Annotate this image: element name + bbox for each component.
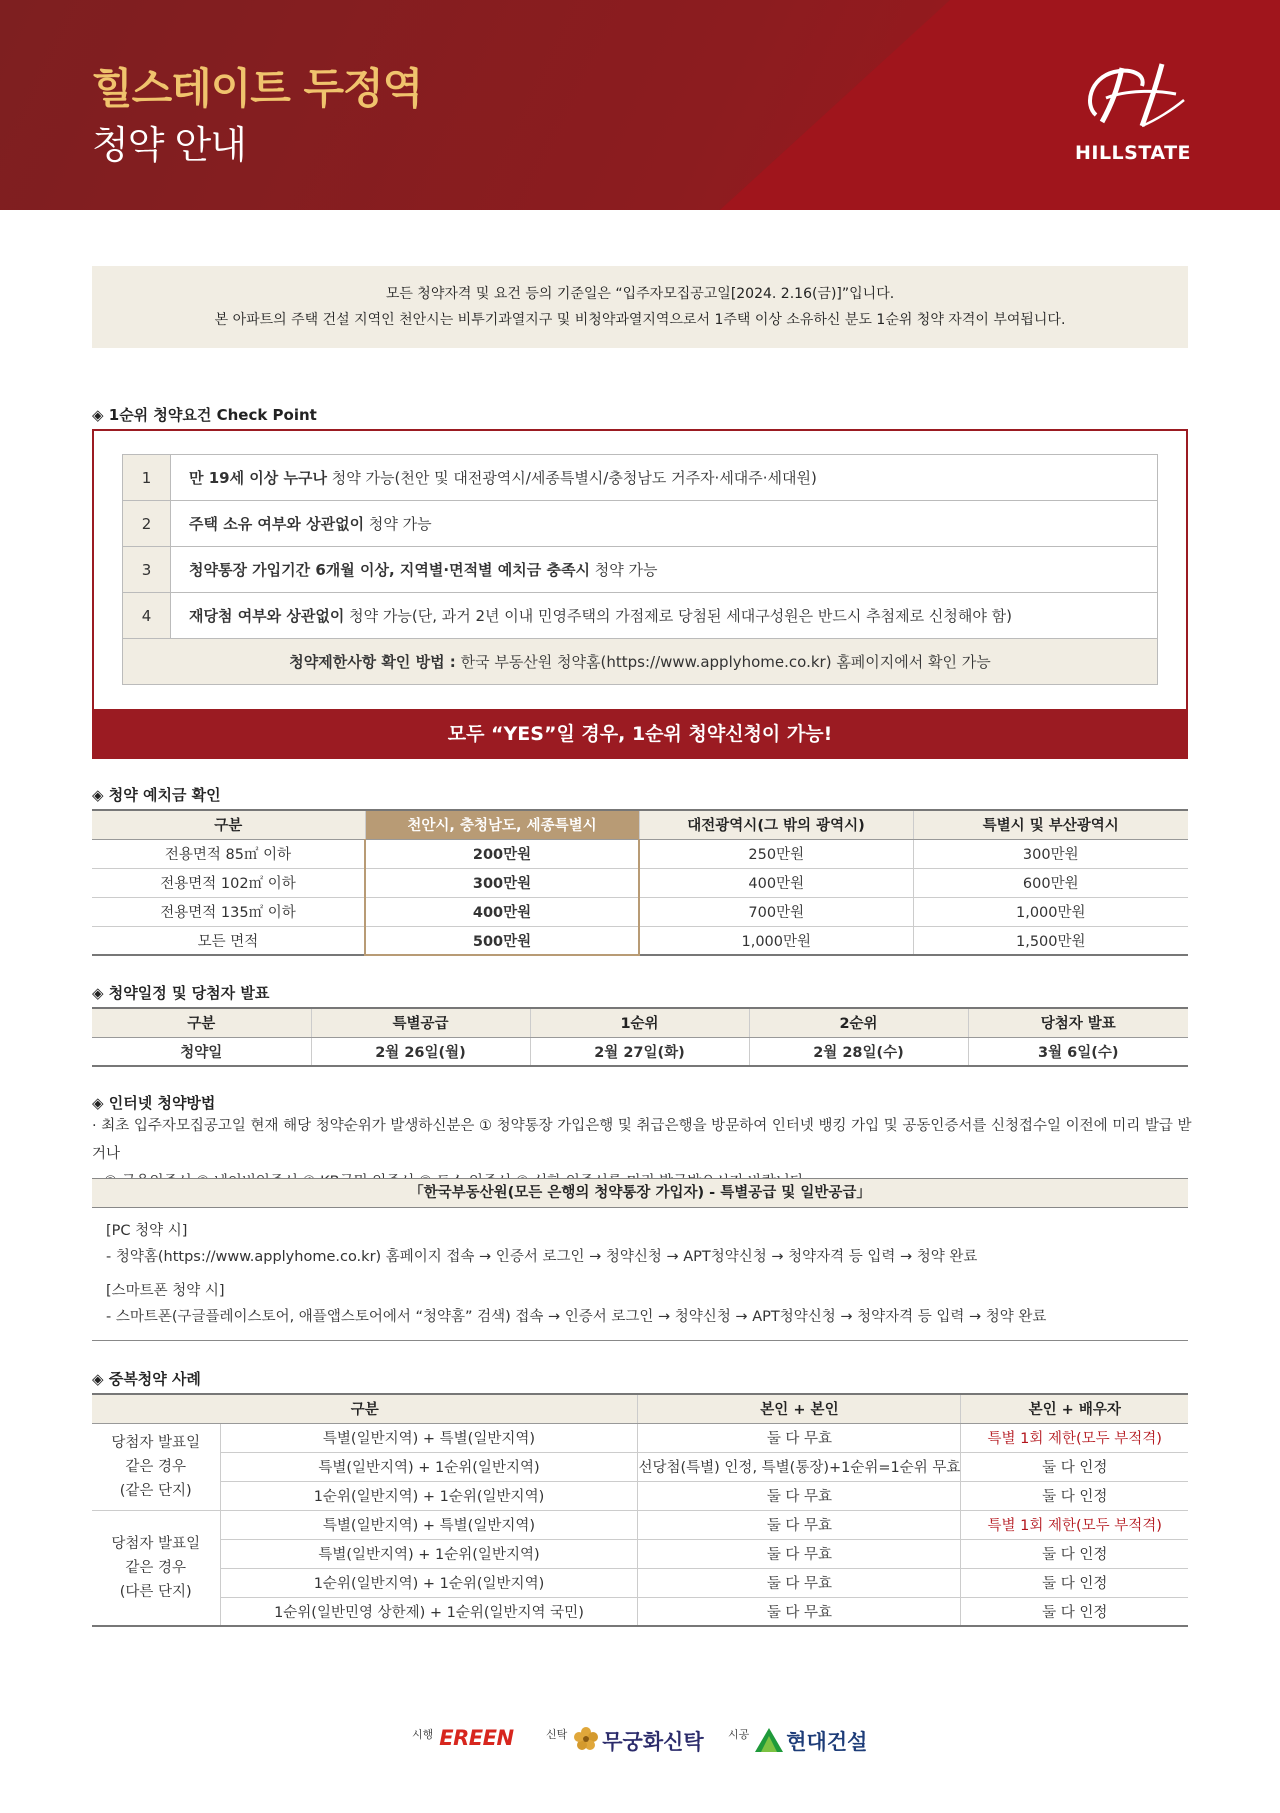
duplicate-row: [92, 1510, 1188, 1539]
duplicate-cell: 특별(일반지역) + 1순위(일반지역): [220, 1452, 638, 1481]
mugunghwa-flower-icon: [573, 1726, 599, 1752]
duplicate-header: 구분: [92, 1394, 638, 1423]
duplicate-cell: 특별(일반지역) + 1순위(일반지역): [220, 1539, 638, 1568]
duplicate-row: [92, 1452, 1188, 1481]
group-line: 당첨자 발표일: [111, 1434, 201, 1451]
duplicate-header: 본인 + 본인: [638, 1394, 961, 1423]
deposit-cell: 1,000만원: [639, 926, 913, 955]
page-title: 힐스테이트 두정역: [92, 64, 423, 113]
developer-credit: [412, 1726, 514, 1750]
trust-credit: [546, 1726, 704, 1756]
deposit-cell: 전용면적 135㎡ 이하: [92, 897, 365, 926]
schedule-header: 특별공급: [311, 1008, 530, 1037]
checkpoint-bold: 만 19세 이상 누구나: [189, 469, 327, 487]
hyundai-logo-text: 현대건설: [786, 1730, 868, 1754]
duplicate-cell: 둘 다 인정: [961, 1481, 1188, 1510]
deposit-cell: 600만원: [913, 868, 1188, 897]
checkpoint-text: 청약 가능: [589, 561, 658, 579]
deposit-cell: 300만원: [365, 868, 639, 897]
duplicate-cell: 특별 1회 제한(모두 부적격): [961, 1423, 1188, 1452]
deposit-row: [92, 839, 1188, 868]
deposit-row: [92, 926, 1188, 955]
builder-caption: 시공: [728, 1728, 750, 1741]
duplicate-cell: 1순위(일반지역) + 1순위(일반지역): [220, 1568, 638, 1597]
page-subtitle: 청약 안내: [92, 123, 246, 167]
duplicate-row: [92, 1597, 1188, 1626]
checkpoint-num: 2: [123, 501, 171, 547]
schedule-header: 당첨자 발표: [968, 1008, 1188, 1037]
schedule-cell: 3월 6일(수): [968, 1037, 1188, 1066]
checkpoint-text: 청약 가능(천안 및 대전광역시/세종특별시/충청남도 거주자·세대주·세대원): [326, 469, 817, 487]
duplicate-title: ◈ 중복청약 사례: [92, 1370, 201, 1388]
group-line: 당첨자 발표일: [111, 1535, 201, 1552]
notice-line-1: 모든 청약자격 및 요건 등의 기준일은 “입주자모집공고일[2024. 2.16(금)]”입니다.: [385, 286, 895, 302]
duplicate-cell: 특별(일반지역) + 특별(일반지역): [220, 1423, 638, 1452]
duplicate-cell: 둘 다 인정: [961, 1597, 1188, 1626]
deposit-cell: 전용면적 85㎡ 이하: [92, 839, 365, 868]
schedule-cell: 2월 28일(수): [749, 1037, 968, 1066]
ereen-logo: EREEN: [439, 1726, 514, 1750]
deposit-cell: 300만원: [913, 839, 1188, 868]
deposit-header-highlight: 천안시, 충청남도, 세종특별시: [365, 810, 639, 839]
duplicate-cell: 1순위(일반지역) + 1순위(일반지역): [220, 1481, 638, 1510]
schedule-row: [92, 1037, 1188, 1066]
pc-steps: - 청약홈(https://www.applyhome.co.kr) 홈페이지 접속 → 인증서 로그인 → 청약신청 → APT청약신청 → 청약자격 등 입력 → 청약 완료: [106, 1249, 978, 1265]
pc-label: [PC 청약 시]: [106, 1223, 188, 1239]
deposit-cell: 400만원: [365, 897, 639, 926]
developer-caption: 시행: [412, 1728, 434, 1741]
checkpoint-bold: 청약통장 가입기간 6개월 이상, 지역별·면적별 예치금 충족시: [189, 561, 590, 579]
deposit-table: [92, 809, 1188, 956]
deposit-row: [92, 897, 1188, 926]
duplicate-group-same: [92, 1423, 220, 1510]
schedule-cell: 2월 27일(화): [530, 1037, 749, 1066]
hillstate-logo: [1068, 60, 1198, 170]
group-line: 같은 경우: [125, 1559, 187, 1576]
group-line: 같은 경우: [125, 1458, 187, 1475]
divider: [92, 1340, 1188, 1341]
checkpoint-row: [123, 547, 1158, 593]
applyhome-ref-bar: 「한국부동산원(모든 은행의 청약통장 가입자) - 특별공급 및 일반공급」: [92, 1178, 1188, 1208]
deposit-title: ◈ 청약 예치금 확인: [92, 786, 221, 804]
duplicate-row: [92, 1568, 1188, 1597]
notice-line-2: 본 아파트의 주택 건설 지역인 천안시는 비투기과열지구 및 비청약과열지역으로서 1주택 이상 소유하신 분도 1순위 청약 자격이 부여됩니다.: [214, 312, 1066, 328]
checkpoint-banner: 모두 “YES”일 경우, 1순위 청약신청이 가능!: [92, 709, 1188, 759]
deposit-cell: 모든 면적: [92, 926, 365, 955]
method-label: 청약제한사항 확인 방법 :: [289, 653, 456, 671]
deposit-cell: 200만원: [365, 839, 639, 868]
duplicate-cell: 선당첨(특별) 인정, 특별(통장)+1순위=1순위 무효: [638, 1452, 961, 1481]
deposit-header: 대전광역시(그 밖의 광역시): [639, 810, 913, 839]
checkpoint-title: ◈ 1순위 청약요건 Check Point: [92, 406, 317, 424]
deposit-cell: 500만원: [365, 926, 639, 955]
internet-bullet-line-1: · 최초 입주자모집공고일 현재 해당 청약순위가 발생하신분은 ① 청약통장 가입은행 및 취급은행을 방문하여 인터넷 뱅킹 가입 및 공동인증서를 신청접수일 이전에 미리 발급 받거나: [92, 1118, 1192, 1162]
checkpoint-num: 4: [123, 593, 171, 639]
duplicate-row: [92, 1423, 1188, 1452]
schedule-header: 1순위: [530, 1008, 749, 1037]
notice-box: [92, 266, 1188, 348]
duplicate-group-diff: [92, 1510, 220, 1626]
hyundai-triangle-icon: [755, 1728, 783, 1752]
mobile-label: [스마트폰 청약 시]: [106, 1283, 225, 1299]
duplicate-header: 본인 + 배우자: [961, 1394, 1188, 1423]
checkpoint-row: [123, 501, 1158, 547]
deposit-cell: 1,000만원: [913, 897, 1188, 926]
checkpoint-method-row: [123, 639, 1158, 685]
checkpoint-bold: 주택 소유 여부와 상관없이: [189, 515, 365, 533]
schedule-table: [92, 1007, 1188, 1067]
checkpoint-row: [123, 593, 1158, 639]
internet-title: ◈ 인터넷 청약방법: [92, 1094, 216, 1112]
schedule-cell: 2월 26일(월): [311, 1037, 530, 1066]
logo-text: HILLSTATE: [1074, 142, 1192, 164]
checkpoint-num: 1: [123, 455, 171, 501]
checkpoint-table: [122, 454, 1158, 685]
schedule-cell: 청약일: [92, 1037, 311, 1066]
duplicate-cell: 둘 다 무효: [638, 1423, 961, 1452]
checkpoint-text: 청약 가능: [364, 515, 432, 533]
deposit-header: 특별시 및 부산광역시: [913, 810, 1188, 839]
checkpoint-num: 3: [123, 547, 171, 593]
checkpoint-text: 청약 가능(단, 과거 2년 이내 민영주택의 가점제로 당첨된 세대구성원은 반드시 추첨제로 신청해야 함): [344, 607, 1012, 625]
footer: [0, 1718, 1280, 1758]
duplicate-cell: 둘 다 무효: [638, 1568, 961, 1597]
deposit-cell: 전용면적 102㎡ 이하: [92, 868, 365, 897]
duplicate-cell: 1순위(일반민영 상한제) + 1순위(일반지역 국민): [220, 1597, 638, 1626]
duplicate-cell: 특별 1회 제한(모두 부적격): [961, 1510, 1188, 1539]
trust-caption: 신탁: [546, 1728, 568, 1741]
duplicate-cell: 둘 다 무효: [638, 1597, 961, 1626]
mugunghwa-logo-text: 무궁화신탁: [602, 1730, 704, 1754]
page-header: [0, 0, 1280, 210]
deposit-row: [92, 868, 1188, 897]
checkpoint-row: [123, 455, 1158, 501]
group-line: (같은 단지): [119, 1482, 192, 1499]
deposit-cell: 250만원: [639, 839, 913, 868]
checkpoint-bold: 재당첨 여부와 상관없이: [189, 607, 345, 625]
deposit-header: 구분: [92, 810, 365, 839]
duplicate-cell: 둘 다 인정: [961, 1568, 1188, 1597]
schedule-title: ◈ 청약일정 및 당첨자 발표: [92, 984, 270, 1002]
duplicate-cell: 둘 다 인정: [961, 1452, 1188, 1481]
duplicate-cell: 둘 다 무효: [638, 1481, 961, 1510]
deposit-cell: 700만원: [639, 897, 913, 926]
hillstate-emblem-icon: [1076, 60, 1190, 130]
duplicate-cell: 둘 다 무효: [638, 1539, 961, 1568]
mobile-steps: - 스마트폰(구글플레이스토어, 애플앱스토어에서 “청약홈” 검색) 접속 → 인증서 로그인 → 청약신청 → APT청약신청 → 청약자격 등 입력 → 청약 완료: [106, 1309, 1047, 1325]
builder-credit: [728, 1726, 867, 1756]
duplicate-row: [92, 1481, 1188, 1510]
method-text: 한국 부동산원 청약홈(https://www.applyhome.co.kr) 홈페이지에서 확인 가능: [455, 653, 991, 671]
schedule-header: 구분: [92, 1008, 311, 1037]
duplicate-row: [92, 1539, 1188, 1568]
duplicate-cell: 둘 다 인정: [961, 1539, 1188, 1568]
duplicate-cell: 둘 다 무효: [638, 1510, 961, 1539]
deposit-cell: 1,500만원: [913, 926, 1188, 955]
duplicate-cell: 특별(일반지역) + 특별(일반지역): [220, 1510, 638, 1539]
duplicate-table: [92, 1393, 1188, 1627]
group-line: (다른 단지): [119, 1583, 192, 1600]
deposit-cell: 400만원: [639, 868, 913, 897]
schedule-header: 2순위: [749, 1008, 968, 1037]
